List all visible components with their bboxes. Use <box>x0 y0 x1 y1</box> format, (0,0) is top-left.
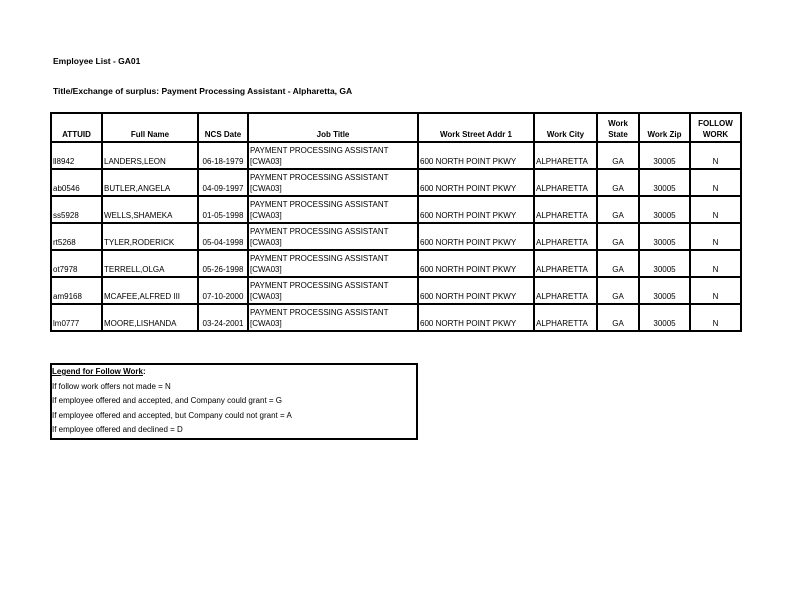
cell-work-zip: 30005 <box>639 223 690 250</box>
cell-work-state: GA <box>597 142 639 169</box>
job-title-line: PAYMENT PROCESSING ASSISTANT <box>250 200 389 209</box>
cell-ncs-date: 07-10-2000 <box>198 277 248 304</box>
cell-work-zip: 30005 <box>639 250 690 277</box>
header-work-state: Work State <box>597 113 639 142</box>
cell-work-street: 600 NORTH POINT PKWY <box>418 250 534 277</box>
cell-attuid: lm0777 <box>51 304 102 331</box>
cell-work-city: ALPHARETTA <box>534 142 597 169</box>
job-code: [CWA03] <box>250 184 282 193</box>
job-title-line: PAYMENT PROCESSING ASSISTANT <box>250 281 389 290</box>
legend-box <box>50 363 418 440</box>
cell-work-zip: 30005 <box>639 169 690 196</box>
cell-job-title <box>248 169 418 196</box>
cell-job-title <box>248 223 418 250</box>
cell-work-street: 600 NORTH POINT PKWY <box>418 223 534 250</box>
table-row <box>51 223 741 250</box>
cell-ncs-date: 01-05-1998 <box>198 196 248 223</box>
cell-work-state: GA <box>597 304 639 331</box>
cell-full-name: TYLER,RODERICK <box>102 223 198 250</box>
job-code: [CWA03] <box>250 238 282 247</box>
cell-work-zip: 30005 <box>639 304 690 331</box>
job-code: [CWA03] <box>250 211 282 220</box>
job-code: [CWA03] <box>250 292 282 301</box>
cell-work-street: 600 NORTH POINT PKWY <box>418 277 534 304</box>
cell-follow-work: N <box>690 142 741 169</box>
cell-follow-work: N <box>690 196 741 223</box>
cell-ncs-date: 04-09-1997 <box>198 169 248 196</box>
cell-ncs-date: 03-24-2001 <box>198 304 248 331</box>
table-row <box>51 169 741 196</box>
employee-table <box>50 112 742 332</box>
legend-item: If follow work offers not made = N <box>52 381 171 391</box>
job-title-line: PAYMENT PROCESSING ASSISTANT <box>250 308 389 317</box>
cell-job-title <box>248 196 418 223</box>
job-code: [CWA03] <box>250 265 282 274</box>
cell-work-street: 600 NORTH POINT PKWY <box>418 142 534 169</box>
cell-follow-work: N <box>690 277 741 304</box>
legend-item: If employee offered and accepted, but Company could not grant = A <box>52 410 292 420</box>
cell-job-title <box>248 304 418 331</box>
job-title-line: PAYMENT PROCESSING ASSISTANT <box>250 173 389 182</box>
table-row <box>51 196 741 223</box>
header-attuid: ATTUID <box>51 113 102 142</box>
cell-work-city: ALPHARETTA <box>534 169 597 196</box>
legend-heading: Legend for Follow Work <box>52 367 143 376</box>
cell-ncs-date: 05-26-1998 <box>198 250 248 277</box>
cell-work-street: 600 NORTH POINT PKWY <box>418 304 534 331</box>
cell-work-city: ALPHARETTA <box>534 196 597 223</box>
header-work-city: Work City <box>534 113 597 142</box>
table-row <box>51 250 741 277</box>
cell-work-state: GA <box>597 196 639 223</box>
table-row <box>51 277 741 304</box>
cell-job-title <box>248 277 418 304</box>
table-header-row <box>51 113 741 142</box>
document-title: Employee List - GA01 <box>53 56 141 66</box>
document-subtitle: Title/Exchange of surplus: Payment Processing Assistant - Alpharetta, GA <box>53 86 353 96</box>
cell-attuid: am9168 <box>51 277 102 304</box>
cell-follow-work: N <box>690 304 741 331</box>
cell-job-title <box>248 142 418 169</box>
cell-full-name: LANDERS,LEON <box>102 142 198 169</box>
job-title-line: PAYMENT PROCESSING ASSISTANT <box>250 227 389 236</box>
legend-item: If employee offered and accepted, and Company could grant = G <box>52 396 282 405</box>
job-title-line: PAYMENT PROCESSING ASSISTANT <box>250 146 389 155</box>
cell-work-street: 600 NORTH POINT PKWY <box>418 169 534 196</box>
cell-work-state: GA <box>597 277 639 304</box>
cell-work-city: ALPHARETTA <box>534 250 597 277</box>
cell-job-title <box>248 250 418 277</box>
cell-work-zip: 30005 <box>639 142 690 169</box>
header-follow-work: FOLLOW WORK <box>690 113 741 142</box>
cell-attuid: rt5268 <box>51 223 102 250</box>
cell-full-name: MOORE,LISHANDA <box>102 304 198 331</box>
job-code: [CWA03] <box>250 157 282 166</box>
cell-work-state: GA <box>597 223 639 250</box>
cell-work-city: ALPHARETTA <box>534 223 597 250</box>
cell-work-state: GA <box>597 169 639 196</box>
header-job-title: Job Title <box>248 113 418 142</box>
table-row <box>51 142 741 169</box>
cell-work-state: GA <box>597 250 639 277</box>
cell-work-zip: 30005 <box>639 196 690 223</box>
cell-attuid: ll8942 <box>51 142 102 169</box>
cell-work-city: ALPHARETTA <box>534 304 597 331</box>
header-work-zip: Work Zip <box>639 113 690 142</box>
cell-work-street: 600 NORTH POINT PKWY <box>418 196 534 223</box>
cell-follow-work: N <box>690 250 741 277</box>
cell-attuid: ss5928 <box>51 196 102 223</box>
cell-work-zip: 30005 <box>639 277 690 304</box>
legend-heading-row <box>52 365 416 380</box>
cell-follow-work: N <box>690 169 741 196</box>
cell-follow-work: N <box>690 223 741 250</box>
table-row <box>51 304 741 331</box>
header-ncs-date: NCS Date <box>198 113 248 142</box>
cell-attuid: ot7978 <box>51 250 102 277</box>
header-full-name: Full Name <box>102 113 198 142</box>
cell-full-name: BUTLER,ANGELA <box>102 169 198 196</box>
cell-attuid: ab0546 <box>51 169 102 196</box>
cell-work-city: ALPHARETTA <box>534 277 597 304</box>
header-work-street: Work Street Addr 1 <box>418 113 534 142</box>
cell-full-name: MCAFEE,ALFRED III <box>102 277 198 304</box>
cell-ncs-date: 06-18-1979 <box>198 142 248 169</box>
legend-item: If employee offered and declined = D <box>52 425 183 434</box>
legend-heading-colon: : <box>142 367 146 376</box>
job-code: [CWA03] <box>250 319 282 328</box>
job-title-line: PAYMENT PROCESSING ASSISTANT <box>250 254 389 263</box>
cell-full-name: WELLS,SHAMEKA <box>102 196 198 223</box>
cell-ncs-date: 05-04-1998 <box>198 223 248 250</box>
cell-full-name: TERRELL,OLGA <box>102 250 198 277</box>
